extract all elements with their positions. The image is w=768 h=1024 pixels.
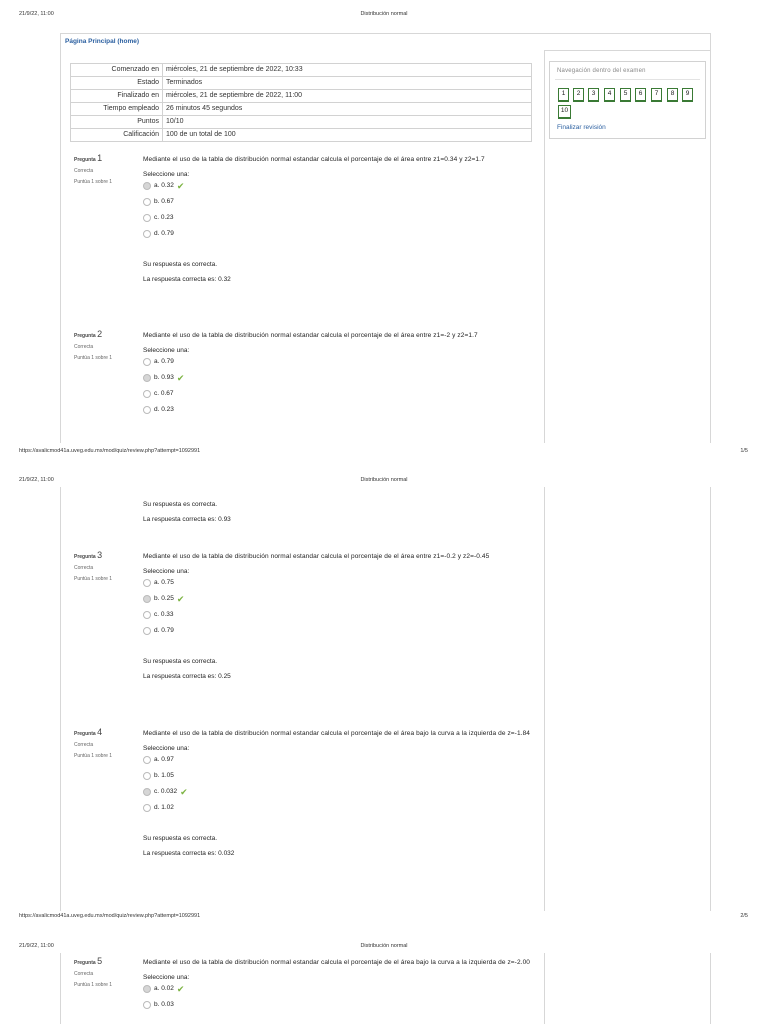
- summary-row: [71, 90, 532, 103]
- answer-option[interactable]: [143, 178, 533, 194]
- check-icon: ✔: [176, 373, 185, 383]
- page-frame-right: [710, 487, 711, 911]
- question-text: Mediante el uso de la tabla de distribución normal estandar calcula el porcentaje de el área entre z1=-0.2 y z2=-0.45: [143, 553, 490, 560]
- nav-question-7[interactable]: 7: [651, 88, 662, 102]
- question-number: [74, 956, 112, 966]
- check-icon: ✔: [180, 787, 188, 797]
- answer-option[interactable]: [143, 575, 533, 591]
- option-label: c. 0.67: [154, 390, 174, 397]
- radio-selected[interactable]: [143, 985, 151, 993]
- print-datetime: 21/9/22, 11:00: [19, 11, 54, 17]
- nav-question-5[interactable]: 5: [620, 88, 631, 102]
- question-text: Mediante el uso de la tabla de distribución normal estandar calcula el porcentaje de el área bajo la curva a la izquierda de z=-1.84: [143, 730, 530, 737]
- feedback-text: Su respuesta es correcta.: [143, 261, 218, 268]
- print-title: Distribución normal: [360, 943, 408, 949]
- print-title: Distribución normal: [360, 11, 408, 17]
- answer-option[interactable]: [143, 402, 533, 418]
- check-icon: ✔: [176, 984, 185, 994]
- answer-option[interactable]: [143, 768, 533, 784]
- quiz-navigation-block: [549, 61, 706, 139]
- page-frame-left: [60, 953, 61, 1024]
- answer-option[interactable]: [143, 607, 533, 623]
- summary-key: Calificación: [71, 129, 163, 142]
- question-label: Pregunta: [74, 554, 96, 560]
- option-label: b. 0.03: [154, 1001, 174, 1008]
- summary-row: [71, 116, 532, 129]
- print-datetime: 21/9/22, 11:00: [19, 943, 54, 949]
- print-title: Distribución normal: [360, 477, 408, 483]
- nav-question-6[interactable]: 6: [635, 88, 646, 102]
- summary-value: 10/10: [163, 116, 532, 129]
- answer-prompt: Seleccione una:: [143, 171, 190, 178]
- option-label: b. 1.05: [154, 772, 174, 779]
- answer-option[interactable]: [143, 386, 533, 402]
- question-info: [74, 956, 112, 988]
- page-number: 1/5: [740, 448, 748, 454]
- page-frame-top: [60, 33, 710, 34]
- question-number: [74, 550, 112, 560]
- option-label: b. 0.93: [154, 374, 174, 381]
- answer-prompt: Seleccione una:: [143, 974, 190, 981]
- nav-question-2[interactable]: 2: [573, 88, 584, 102]
- answer-option[interactable]: [143, 226, 533, 242]
- question-body: [143, 330, 533, 418]
- right-answer: La respuesta correcta es: 0.032: [143, 850, 235, 857]
- attempt-summary-table: [70, 63, 532, 142]
- question-body: [143, 728, 533, 861]
- radio-selected[interactable]: [143, 595, 151, 603]
- question-state: Correcta: [74, 565, 94, 571]
- option-label: a. 0.79: [154, 358, 174, 365]
- radio[interactable]: [143, 230, 151, 238]
- quiz-navigation-title: Navegación dentro del examen: [557, 68, 646, 74]
- summary-value: Terminados: [163, 77, 532, 90]
- question-label: Pregunta: [74, 333, 96, 339]
- radio[interactable]: [143, 772, 151, 780]
- question-info: [74, 153, 112, 185]
- print-url: https://avalicmod41a.uveg.edu.mx/mod/quiz/review.php?attempt=1092991: [19, 913, 201, 919]
- option-label: d. 0.23: [154, 406, 174, 413]
- answer-option[interactable]: [143, 784, 533, 800]
- question-num-value: 2: [97, 329, 103, 339]
- nav-question-4[interactable]: 4: [604, 88, 615, 102]
- summary-key: Tiempo empleado: [71, 103, 163, 116]
- question-info: [74, 550, 112, 582]
- finish-review-link[interactable]: Finalizar revisión: [557, 124, 606, 131]
- right-answer: La respuesta correcta es: 0.32: [143, 276, 231, 283]
- question-info: [74, 329, 112, 361]
- option-label: a. 0.75: [154, 579, 174, 586]
- summary-value: miércoles, 21 de septiembre de 2022, 10:33: [163, 64, 532, 77]
- question-number: [74, 153, 112, 163]
- right-answer: La respuesta correcta es: 0.93: [143, 516, 231, 523]
- answer-option[interactable]: [143, 623, 533, 639]
- question-text: Mediante el uso de la tabla de distribución normal estandar calcula el porcentaje de el área bajo la curva a la izquierda de z=-2.00: [143, 959, 530, 966]
- question-mark: Puntúa 1 sobre 1: [74, 982, 113, 988]
- question-text: Mediante el uso de la tabla de distribución normal estandar calcula el porcentaje de el área entre z1=-2 y z2=1.7: [143, 332, 478, 339]
- option-label: d. 1.02: [154, 804, 174, 811]
- block-top: [544, 50, 710, 51]
- radio[interactable]: [143, 198, 151, 206]
- radio[interactable]: [143, 804, 151, 812]
- radio[interactable]: [143, 1001, 151, 1009]
- question-state: Correcta: [74, 971, 94, 977]
- print-url: https://avalicmod41a.uveg.edu.mx/mod/quiz/review.php?attempt=1092991: [19, 448, 201, 454]
- question-label: Pregunta: [74, 731, 96, 737]
- question-state: Correcta: [74, 742, 94, 748]
- question-num-value: 3: [97, 550, 103, 560]
- print-datetime: 21/9/22, 11:00: [19, 477, 54, 483]
- answer-option[interactable]: [143, 194, 533, 210]
- summary-row: [71, 129, 532, 142]
- radio-selected[interactable]: [143, 788, 151, 796]
- summary-key: Puntos: [71, 116, 163, 129]
- nav-question-1[interactable]: 1: [558, 88, 569, 102]
- answer-option[interactable]: [143, 370, 533, 386]
- feedback-text: Su respuesta es correcta.: [143, 658, 218, 665]
- radio[interactable]: [143, 390, 151, 398]
- question-number: [74, 727, 112, 737]
- option-label: c. 0.33: [154, 611, 174, 618]
- question-label: Pregunta: [74, 157, 96, 163]
- divider: [555, 79, 700, 80]
- question-num-value: 5: [97, 956, 103, 966]
- question-number: [74, 329, 112, 339]
- question-body: [143, 551, 533, 684]
- nav-question-3[interactable]: 3: [588, 88, 599, 102]
- check-icon: ✔: [176, 594, 185, 604]
- question-body: [143, 154, 533, 287]
- question-mark: Puntúa 1 sobre 1: [74, 576, 113, 582]
- page-frame-right: [710, 953, 711, 1024]
- question-body-continued: [143, 497, 533, 527]
- answer-option[interactable]: [143, 752, 533, 768]
- option-label: d. 0.79: [154, 230, 174, 237]
- page-frame-left: [60, 487, 61, 911]
- radio[interactable]: [143, 611, 151, 619]
- nav-question-9[interactable]: 9: [682, 88, 693, 102]
- nav-question-8[interactable]: 8: [667, 88, 678, 102]
- radio[interactable]: [143, 358, 151, 366]
- content-divider: [544, 487, 545, 911]
- option-label: c. 0.032: [154, 788, 178, 795]
- answer-option[interactable]: [143, 591, 533, 607]
- option-label: c. 0.23: [154, 214, 174, 221]
- summary-value: 26 minutos 45 segundos: [163, 103, 532, 116]
- summary-value: miércoles, 21 de septiembre de 2022, 11:00: [163, 90, 532, 103]
- radio-selected[interactable]: [143, 374, 151, 382]
- feedback-text: Su respuesta es correcta.: [143, 501, 218, 508]
- answer-prompt: Seleccione una:: [143, 347, 190, 354]
- radio[interactable]: [143, 214, 151, 222]
- radio[interactable]: [143, 579, 151, 587]
- summary-key: Comenzado en: [71, 64, 163, 77]
- answer-option[interactable]: [143, 354, 533, 370]
- content-divider: [544, 953, 545, 1024]
- question-num-value: 1: [97, 153, 103, 163]
- page-number: 2/5: [740, 913, 748, 919]
- option-label: b. 0.67: [154, 198, 174, 205]
- question-mark: Puntúa 1 sobre 1: [74, 179, 113, 185]
- summary-row: [71, 77, 532, 90]
- breadcrumb-home-link[interactable]: Página Principal (home): [65, 38, 140, 45]
- question-label: Pregunta: [74, 960, 96, 966]
- option-label: d. 0.79: [154, 627, 174, 634]
- summary-key: Finalizado en: [71, 90, 163, 103]
- page-frame-left: [60, 33, 61, 443]
- question-mark: Puntúa 1 sobre 1: [74, 753, 113, 759]
- option-label: b. 0.25: [154, 595, 174, 602]
- radio[interactable]: [143, 756, 151, 764]
- question-body: [143, 957, 533, 1013]
- answer-option[interactable]: [143, 210, 533, 226]
- radio[interactable]: [143, 406, 151, 414]
- question-state: Correcta: [74, 344, 94, 350]
- summary-row: [71, 103, 532, 116]
- question-mark: Puntúa 1 sobre 1: [74, 355, 113, 361]
- check-icon: ✔: [176, 181, 185, 191]
- question-info: [74, 727, 112, 759]
- summary-row: [71, 64, 532, 77]
- answer-option[interactable]: [143, 997, 533, 1013]
- question-text: Mediante el uso de la tabla de distribución normal estandar calcula el porcentaje de el área entre z1=0.34 y z2=1.7: [143, 156, 485, 163]
- option-label: a. 0.02: [154, 985, 174, 992]
- right-answer: La respuesta correcta es: 0.25: [143, 673, 231, 680]
- nav-question-10[interactable]: 10: [558, 105, 571, 119]
- page-frame-right: [710, 33, 711, 443]
- feedback-text: Su respuesta es correcta.: [143, 835, 218, 842]
- answer-prompt: Seleccione una:: [143, 568, 190, 575]
- question-num-value: 4: [97, 727, 103, 737]
- summary-key: Estado: [71, 77, 163, 90]
- option-label: a. 0.32: [154, 182, 174, 189]
- radio-selected[interactable]: [143, 182, 151, 190]
- answer-option[interactable]: [143, 800, 533, 816]
- content-divider: [544, 50, 545, 443]
- question-state: Correcta: [74, 168, 94, 174]
- answer-prompt: Seleccione una:: [143, 745, 190, 752]
- summary-value: 100 de un total de 100: [163, 129, 532, 142]
- answer-option[interactable]: [143, 981, 533, 997]
- option-label: a. 0.97: [154, 756, 174, 763]
- radio[interactable]: [143, 627, 151, 635]
